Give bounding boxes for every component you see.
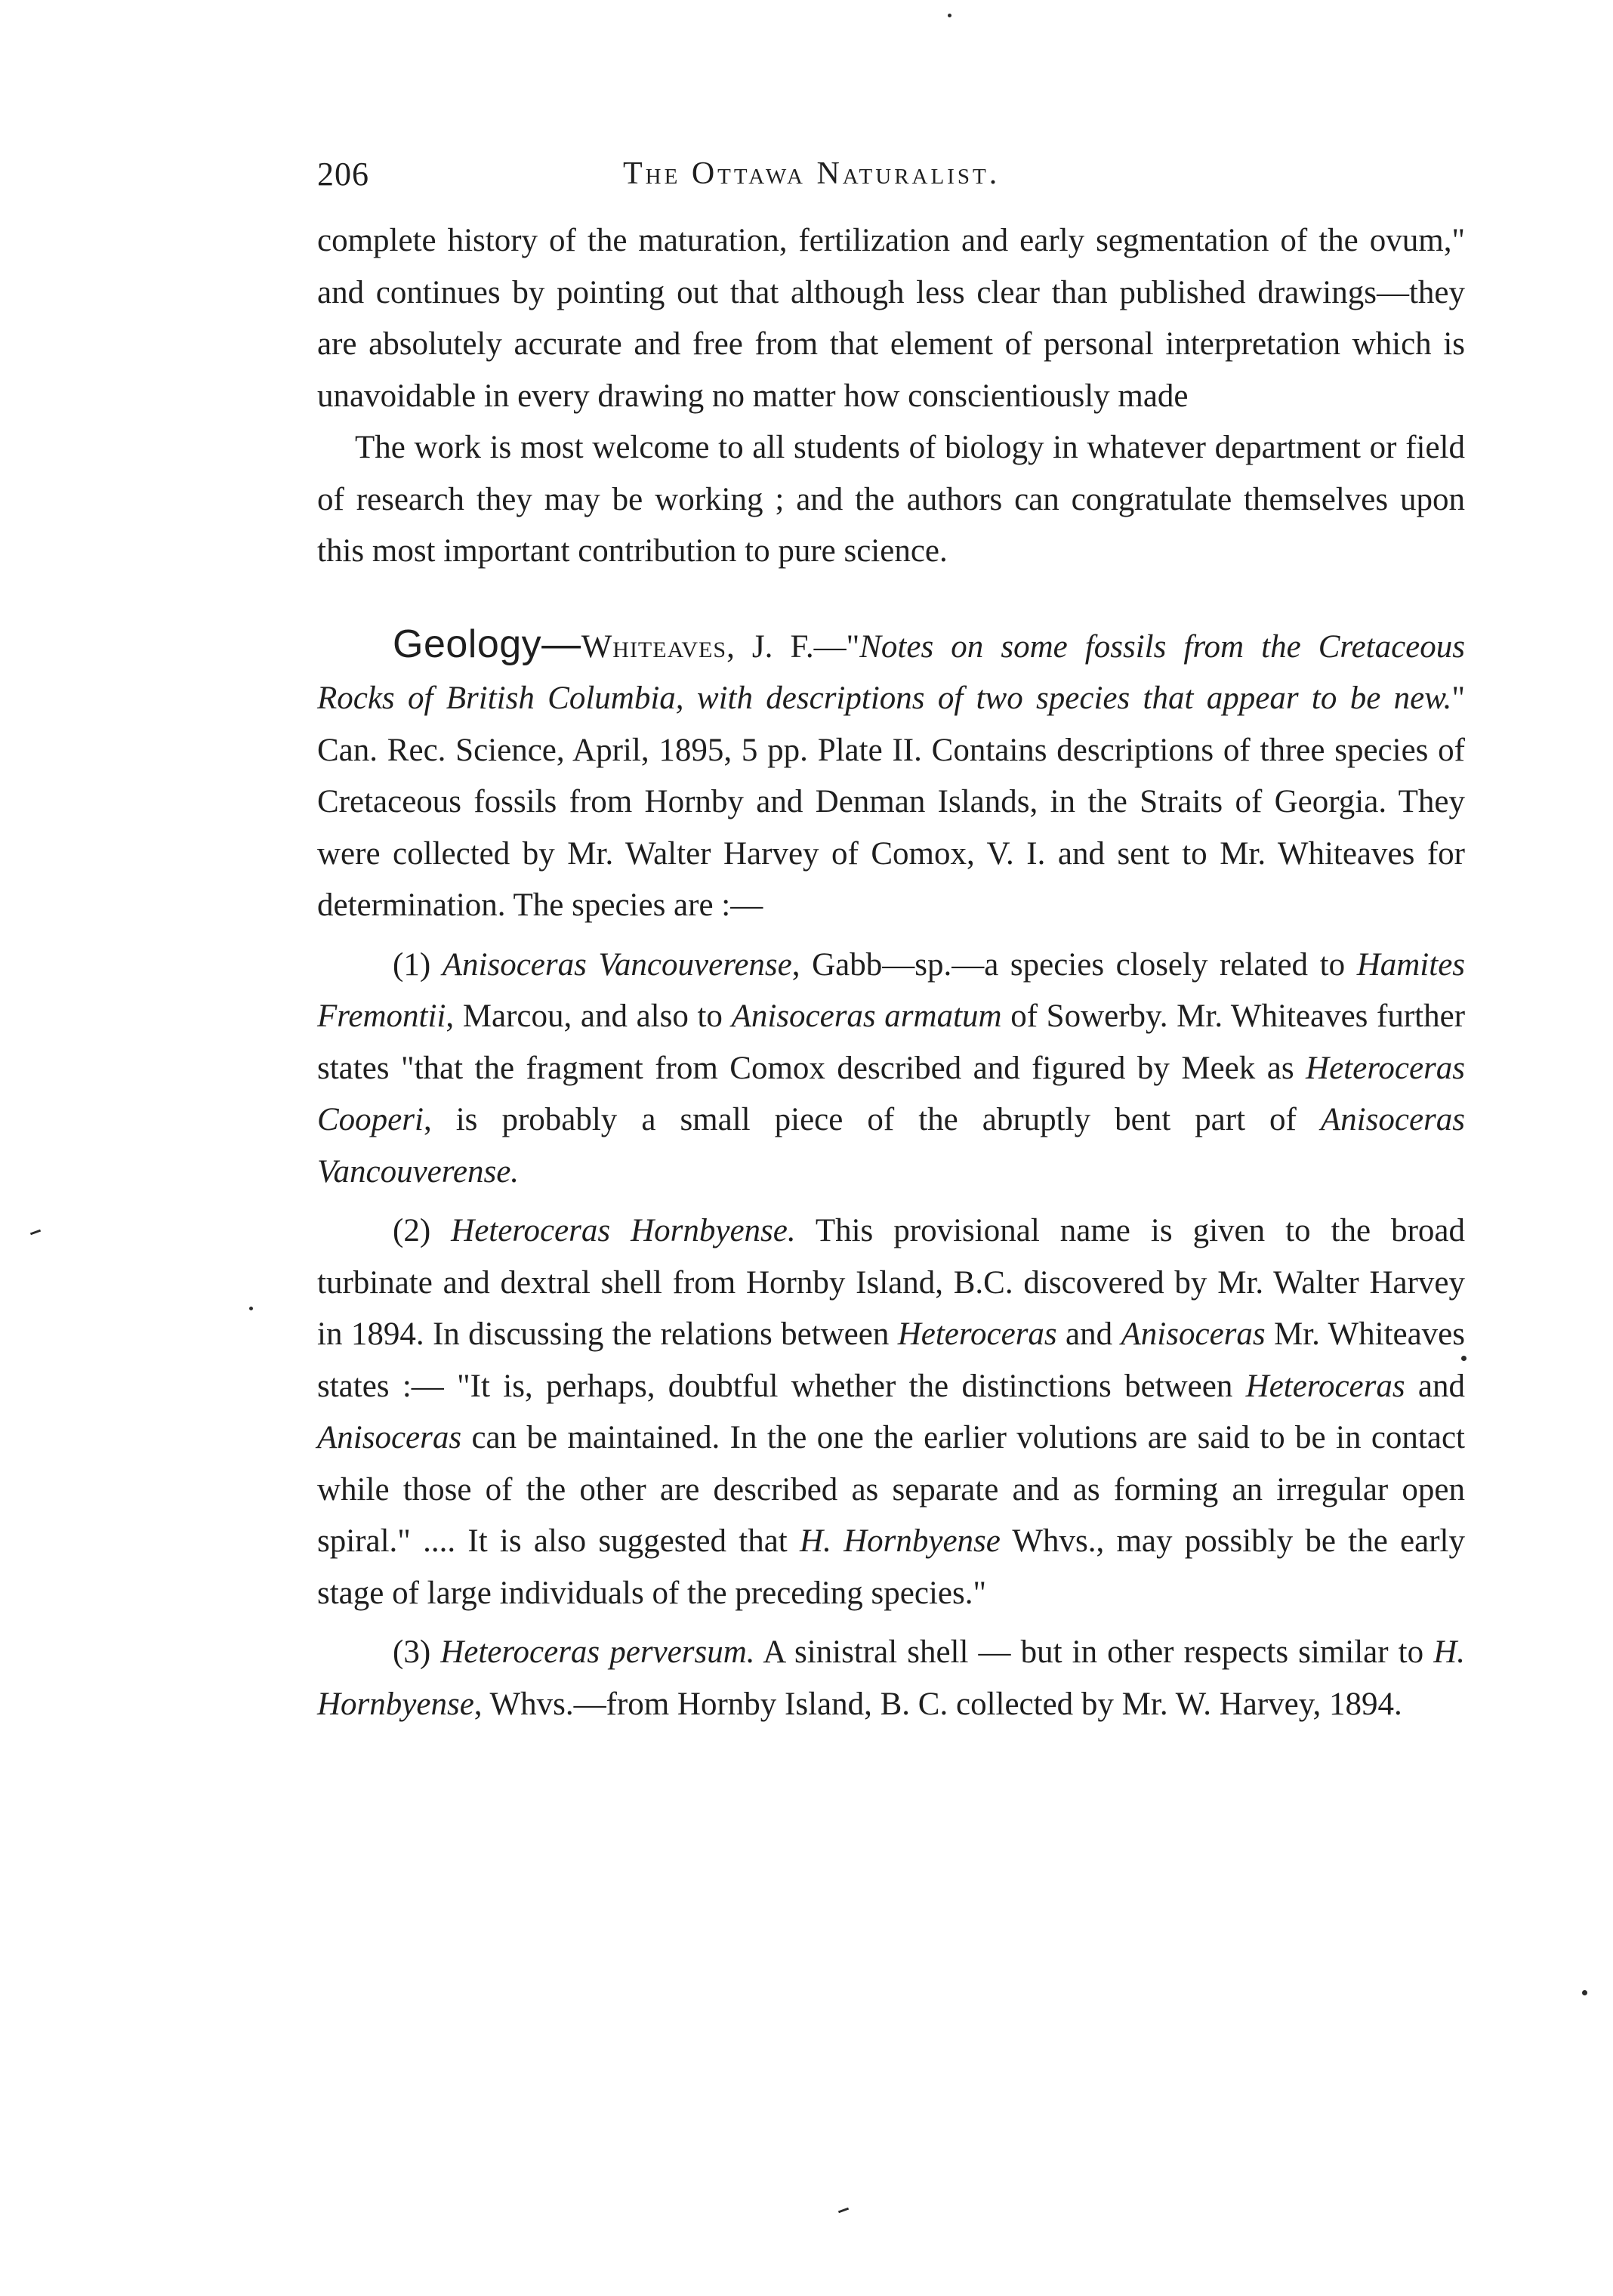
genus-name: Anisoceras <box>1121 1316 1266 1352</box>
species-item-3 <box>317 1627 1465 1730</box>
species-item-2 <box>317 1205 1465 1619</box>
genus-name: Heteroceras <box>1245 1368 1405 1404</box>
item-text: This provisional name is given to the broad turbinate and dextral shell from Hornby Island, B.C. discovered by Mr. Walter Harvey in 1894. In discussing the relations between <box>317 1213 1465 1352</box>
article-title: Notes on some fossils from the Cretaceous Rocks of British Columbia, with descriptions of two species that appear to be new. <box>317 628 1465 716</box>
page-number: 206 <box>317 156 369 193</box>
print-speck <box>1461 1356 1467 1361</box>
species-name: Heteroceras Hornbyense. <box>451 1213 796 1248</box>
item-number: (1) <box>393 946 443 983</box>
print-speck <box>838 2208 849 2214</box>
item-text: , Gabb—sp.—a species closely related to <box>791 946 1357 983</box>
item-text: A sinistral shell — but in other respects similar to <box>754 1634 1434 1670</box>
journal-title: The Ottawa Naturalist. <box>623 156 1001 191</box>
item-text: of Sowerby. Mr. Whiteaves further states "that the fragment from Comox described and figured by Meek as <box>317 998 1466 1086</box>
author-name: Whiteaves <box>581 628 727 665</box>
citation-and-summary: " Can. Rec. Science, April, 1895, 5 pp. Plate II. Contains descriptions of three species of Cretaceous fossils from Hornby and Denman Islands, in the Straits of Georgia. They were collected by Mr. Walter Harvey of Comox, V. I. and sent to Mr. Whiteaves for determination. The species are :— <box>317 680 1465 923</box>
print-speck <box>948 14 951 17</box>
species-name: Heteroceras Cooperi <box>317 1050 1465 1137</box>
species-name: Anisoceras Vancouverense. <box>317 1102 1465 1190</box>
species-name: Anisoceras Vancouverense <box>442 946 792 983</box>
species-name: Hamites Fremontii <box>317 946 1466 1034</box>
species-name: Heteroceras perversum. <box>440 1634 755 1670</box>
species-name: H. Hornbyense <box>800 1523 1001 1559</box>
item-number: (2) <box>393 1213 452 1248</box>
running-head <box>317 155 1465 200</box>
print-speck <box>249 1307 253 1310</box>
species-item-1 <box>317 940 1465 1199</box>
species-name: Anisoceras armatum <box>731 998 1002 1034</box>
species-name: H. Hornbyense <box>317 1634 1465 1722</box>
item-text: and <box>1056 1316 1121 1352</box>
item-text: can be maintained. In the one the earlier volutions are said to be in contact while those of the other are described as separate and as forming an irregular open spiral." .... It is also suggested that <box>317 1420 1465 1559</box>
item-text: , Whvs.—from Hornby Island, B. C. collected by Mr. W. Harvey, 1894. <box>473 1686 1402 1722</box>
print-speck <box>1582 1990 1587 1995</box>
geology-heading: Geology— <box>393 622 581 666</box>
item-text: , is probably a small piece of the abruptly bent part of <box>423 1102 1321 1137</box>
genus-name: Heteroceras <box>897 1316 1057 1352</box>
geology-entry <box>317 619 1465 932</box>
print-speck <box>30 1230 41 1236</box>
paragraph-review-conclusion: The work is most welcome to all students of biology in whatever department or field of research they may be working ; and the authors can congratulate themselves upon this most important contribution to pure science. <box>317 430 1465 569</box>
author-initials: , J. F.—" <box>726 628 860 665</box>
paragraph-continued-review: complete history of the maturation, fertilization and early segmentation of the ovum," and continues by pointing out that although less clear than published drawings—they are absolutely accurate and free from that element of personal interpretation which is unavoidable in every drawing no matter how conscientiously made <box>317 223 1465 414</box>
page <box>317 155 1465 2156</box>
item-text: , Marcou, and also to <box>446 998 732 1034</box>
item-text: Whvs., may possibly be the early stage of large individuals of the preceding species." <box>317 1523 1465 1611</box>
genus-name: Anisoceras <box>317 1420 462 1455</box>
item-text: and <box>1405 1368 1465 1404</box>
section-spacer <box>317 578 1465 619</box>
item-text: Mr. Whiteaves states :— "It is, perhaps, doubtful whether the distinctions between <box>317 1316 1466 1404</box>
item-number: (3) <box>393 1634 441 1670</box>
